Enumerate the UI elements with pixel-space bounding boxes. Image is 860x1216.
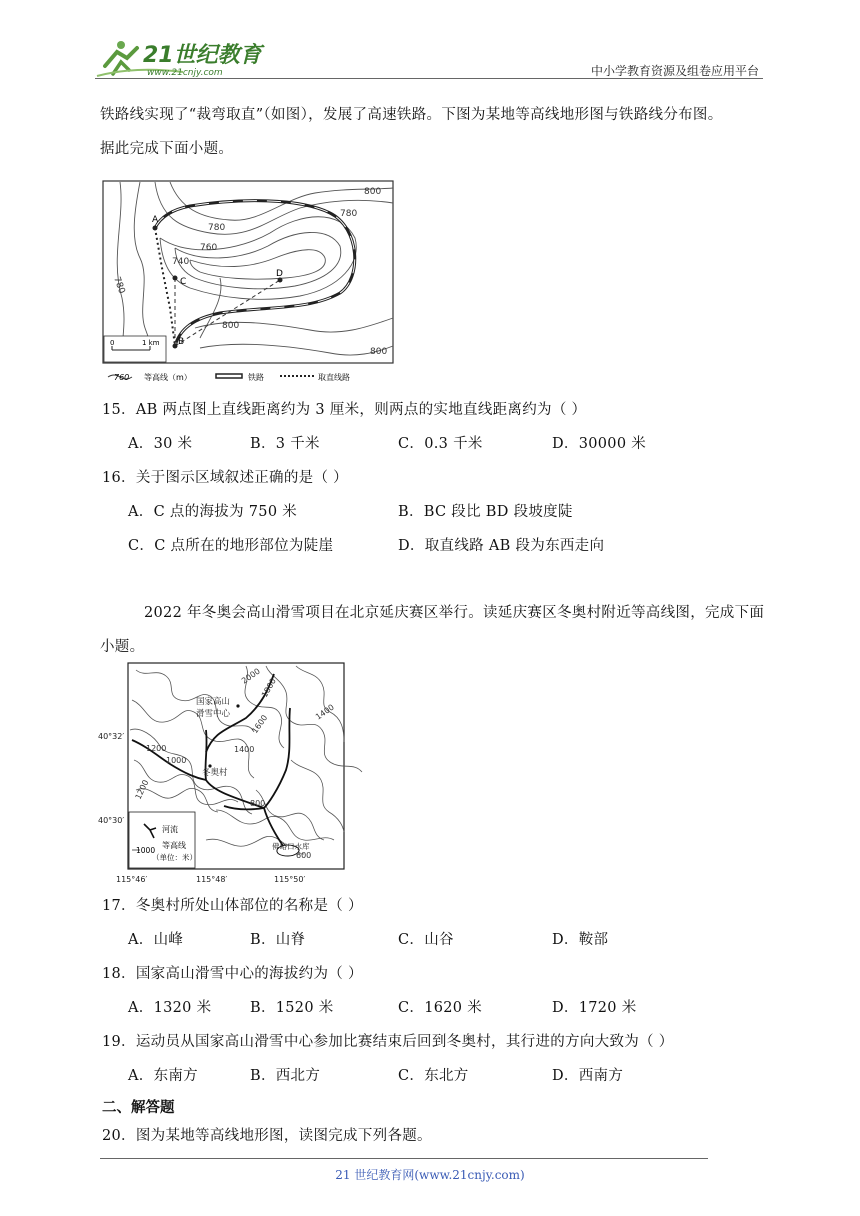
map2-contour-label: 1600 <box>250 713 270 736</box>
map2-lat-label: 40°32′ <box>98 732 125 741</box>
map1-scale-km: 1 km <box>142 339 160 347</box>
intro-paragraph-2 <box>100 596 768 664</box>
question-19-stem: 19．运动员从国家高山滑雪中心参加比赛结束后回到冬奥村，其行进的方向大致为（ ） <box>102 1034 674 1050</box>
map1-scale-zero: 0 <box>110 339 115 347</box>
map1-point-c: C <box>180 277 187 287</box>
question-18-stem: 18．国家高山滑雪中心的海拔约为（ ） <box>102 966 363 982</box>
intro-2-line-1: 2022 年冬奥会高山滑雪项目在北京延庆赛区举行。读延庆赛区冬奥村附近等高线图，完成下面 <box>144 605 765 621</box>
intro-2-line-2: 小题。 <box>100 639 145 655</box>
map2-lon-label: 115°48′ <box>196 875 228 884</box>
q19-option-d[interactable]: D．西南方 <box>552 1068 624 1084</box>
svg-text:21世纪教育: 21世纪教育 <box>143 43 262 68</box>
map2-contour-label: 1400 <box>313 702 336 722</box>
footer-divider <box>100 1158 708 1159</box>
intro-1-line-2: 据此完成下面小题。 <box>100 141 234 157</box>
q19-option-b[interactable]: B．西北方 <box>250 1068 321 1084</box>
map1-legend-contour-label: 等高线（m） <box>144 373 192 382</box>
q15-option-c[interactable]: C．0.3 千米 <box>398 436 483 452</box>
question-20-stem: 20．图为某地等高线地形图，读图完成下列各题。 <box>102 1128 432 1144</box>
map1-contour-label: 800 <box>370 347 388 357</box>
map1-contour-label: 780 <box>208 223 226 233</box>
q15-option-d[interactable]: D．30000 米 <box>552 436 647 452</box>
q17-option-b[interactable]: B．山脊 <box>250 932 306 948</box>
map2-legend-contour-value: 1000 <box>136 846 156 855</box>
map1-legend-railway: 铁路 <box>248 373 264 382</box>
footer-link[interactable]: 21 世纪教育网(www.21cnjy.com) <box>335 1168 525 1182</box>
header-divider <box>95 78 763 79</box>
map1-contour-label: 760 <box>200 243 218 253</box>
map2-place-reservoir: 佛峪口水库 <box>272 842 310 851</box>
question-17-stem: 17．冬奥村所处山体部位的名称是（ ） <box>102 898 363 914</box>
question-15-stem: 15．AB 两点图上直线距离约为 3 厘米，则两点的实地直线距离约为（ ） <box>102 402 587 418</box>
q17-option-d[interactable]: D．鞍部 <box>552 932 609 948</box>
map1-contour-label: 780 <box>111 275 127 296</box>
map2-place-ski-center-line1: 国家高山 <box>196 697 231 707</box>
map2-place-ski-center-line2: 滑雪中心 <box>196 709 231 719</box>
q15-option-a[interactable]: A．30 米 <box>128 436 193 452</box>
map2-legend-unit: （单位：米） <box>152 853 197 862</box>
map1-legend-contour-value: 760 <box>114 373 130 382</box>
map1-contour-label: 800 <box>364 187 382 197</box>
winter-olympics-contour-map <box>96 660 366 886</box>
map1-contour-label: 740 <box>172 257 190 267</box>
map2-contour-label: 1200 <box>146 744 167 753</box>
map2-contour-label: 1400 <box>234 745 255 754</box>
page-header <box>95 28 765 80</box>
q17-option-c[interactable]: C．山谷 <box>398 932 454 948</box>
map1-legend-straight-line: 取直线路 <box>318 373 350 382</box>
site-logo <box>95 36 265 78</box>
q16-option-b[interactable]: B．BC 段比 BD 段坡度陡 <box>398 504 573 520</box>
q18-option-a[interactable]: A．1320 米 <box>128 1000 212 1016</box>
q18-option-c[interactable]: C．1620 米 <box>398 1000 483 1016</box>
map2-legend-contour: 等高线 <box>162 841 186 850</box>
railway-contour-map <box>100 178 400 388</box>
map1-contour-label: 800 <box>222 321 240 331</box>
q18-option-b[interactable]: B．1520 米 <box>250 1000 334 1016</box>
map2-contour-label: 2000 <box>239 666 262 686</box>
svg-text:www.21cnjy.com: www.21cnjy.com <box>147 68 223 78</box>
map2-contour-label: 800 <box>250 799 266 808</box>
map1-point-a: A <box>152 215 159 225</box>
map2-legend-river: 河流 <box>162 825 178 834</box>
map2-contour-label: 1800 <box>259 676 278 699</box>
q17-option-a[interactable]: A．山峰 <box>128 932 184 948</box>
header-platform-text: 中小学教育资源及组卷应用平台 <box>590 64 759 78</box>
q16-option-d[interactable]: D．取直线路 AB 段为东西走向 <box>398 538 605 554</box>
intro-paragraph-1 <box>100 98 768 166</box>
question-16-stem: 16．关于图示区域叙述正确的是（ ） <box>102 470 348 486</box>
map2-contour-label: 600 <box>296 851 312 860</box>
map1-point-d: D <box>276 269 283 279</box>
map2-contour-label: 1200 <box>133 778 151 801</box>
q19-option-a[interactable]: A．东南方 <box>128 1068 198 1084</box>
q19-option-c[interactable]: C．东北方 <box>398 1068 469 1084</box>
map2-lon-label: 115°46′ <box>116 875 148 884</box>
map2-contour-label: 1000 <box>166 756 187 765</box>
map1-point-b: B <box>178 337 185 347</box>
map1-contour-label: 780 <box>340 209 358 219</box>
q16-option-c[interactable]: C．C 点所在的地形部位为陡崖 <box>128 538 334 554</box>
map2-place-olympic-village: 冬奥村 <box>202 768 228 778</box>
q16-option-a[interactable]: A．C 点的海拔为 750 米 <box>128 504 298 520</box>
intro-1-line-1: 铁路线实现了“裁弯取直”（如图），发展了高速铁路。下图为某地等高线地形图与铁路线分布图。 <box>100 107 723 123</box>
q18-option-d[interactable]: D．1720 米 <box>552 1000 637 1016</box>
map2-lat-label: 40°30′ <box>98 816 125 825</box>
q15-option-b[interactable]: B．3 千米 <box>250 436 320 452</box>
section-heading-answer-questions: 二、解答题 <box>102 1100 175 1116</box>
map2-lon-label: 115°50′ <box>274 875 306 884</box>
